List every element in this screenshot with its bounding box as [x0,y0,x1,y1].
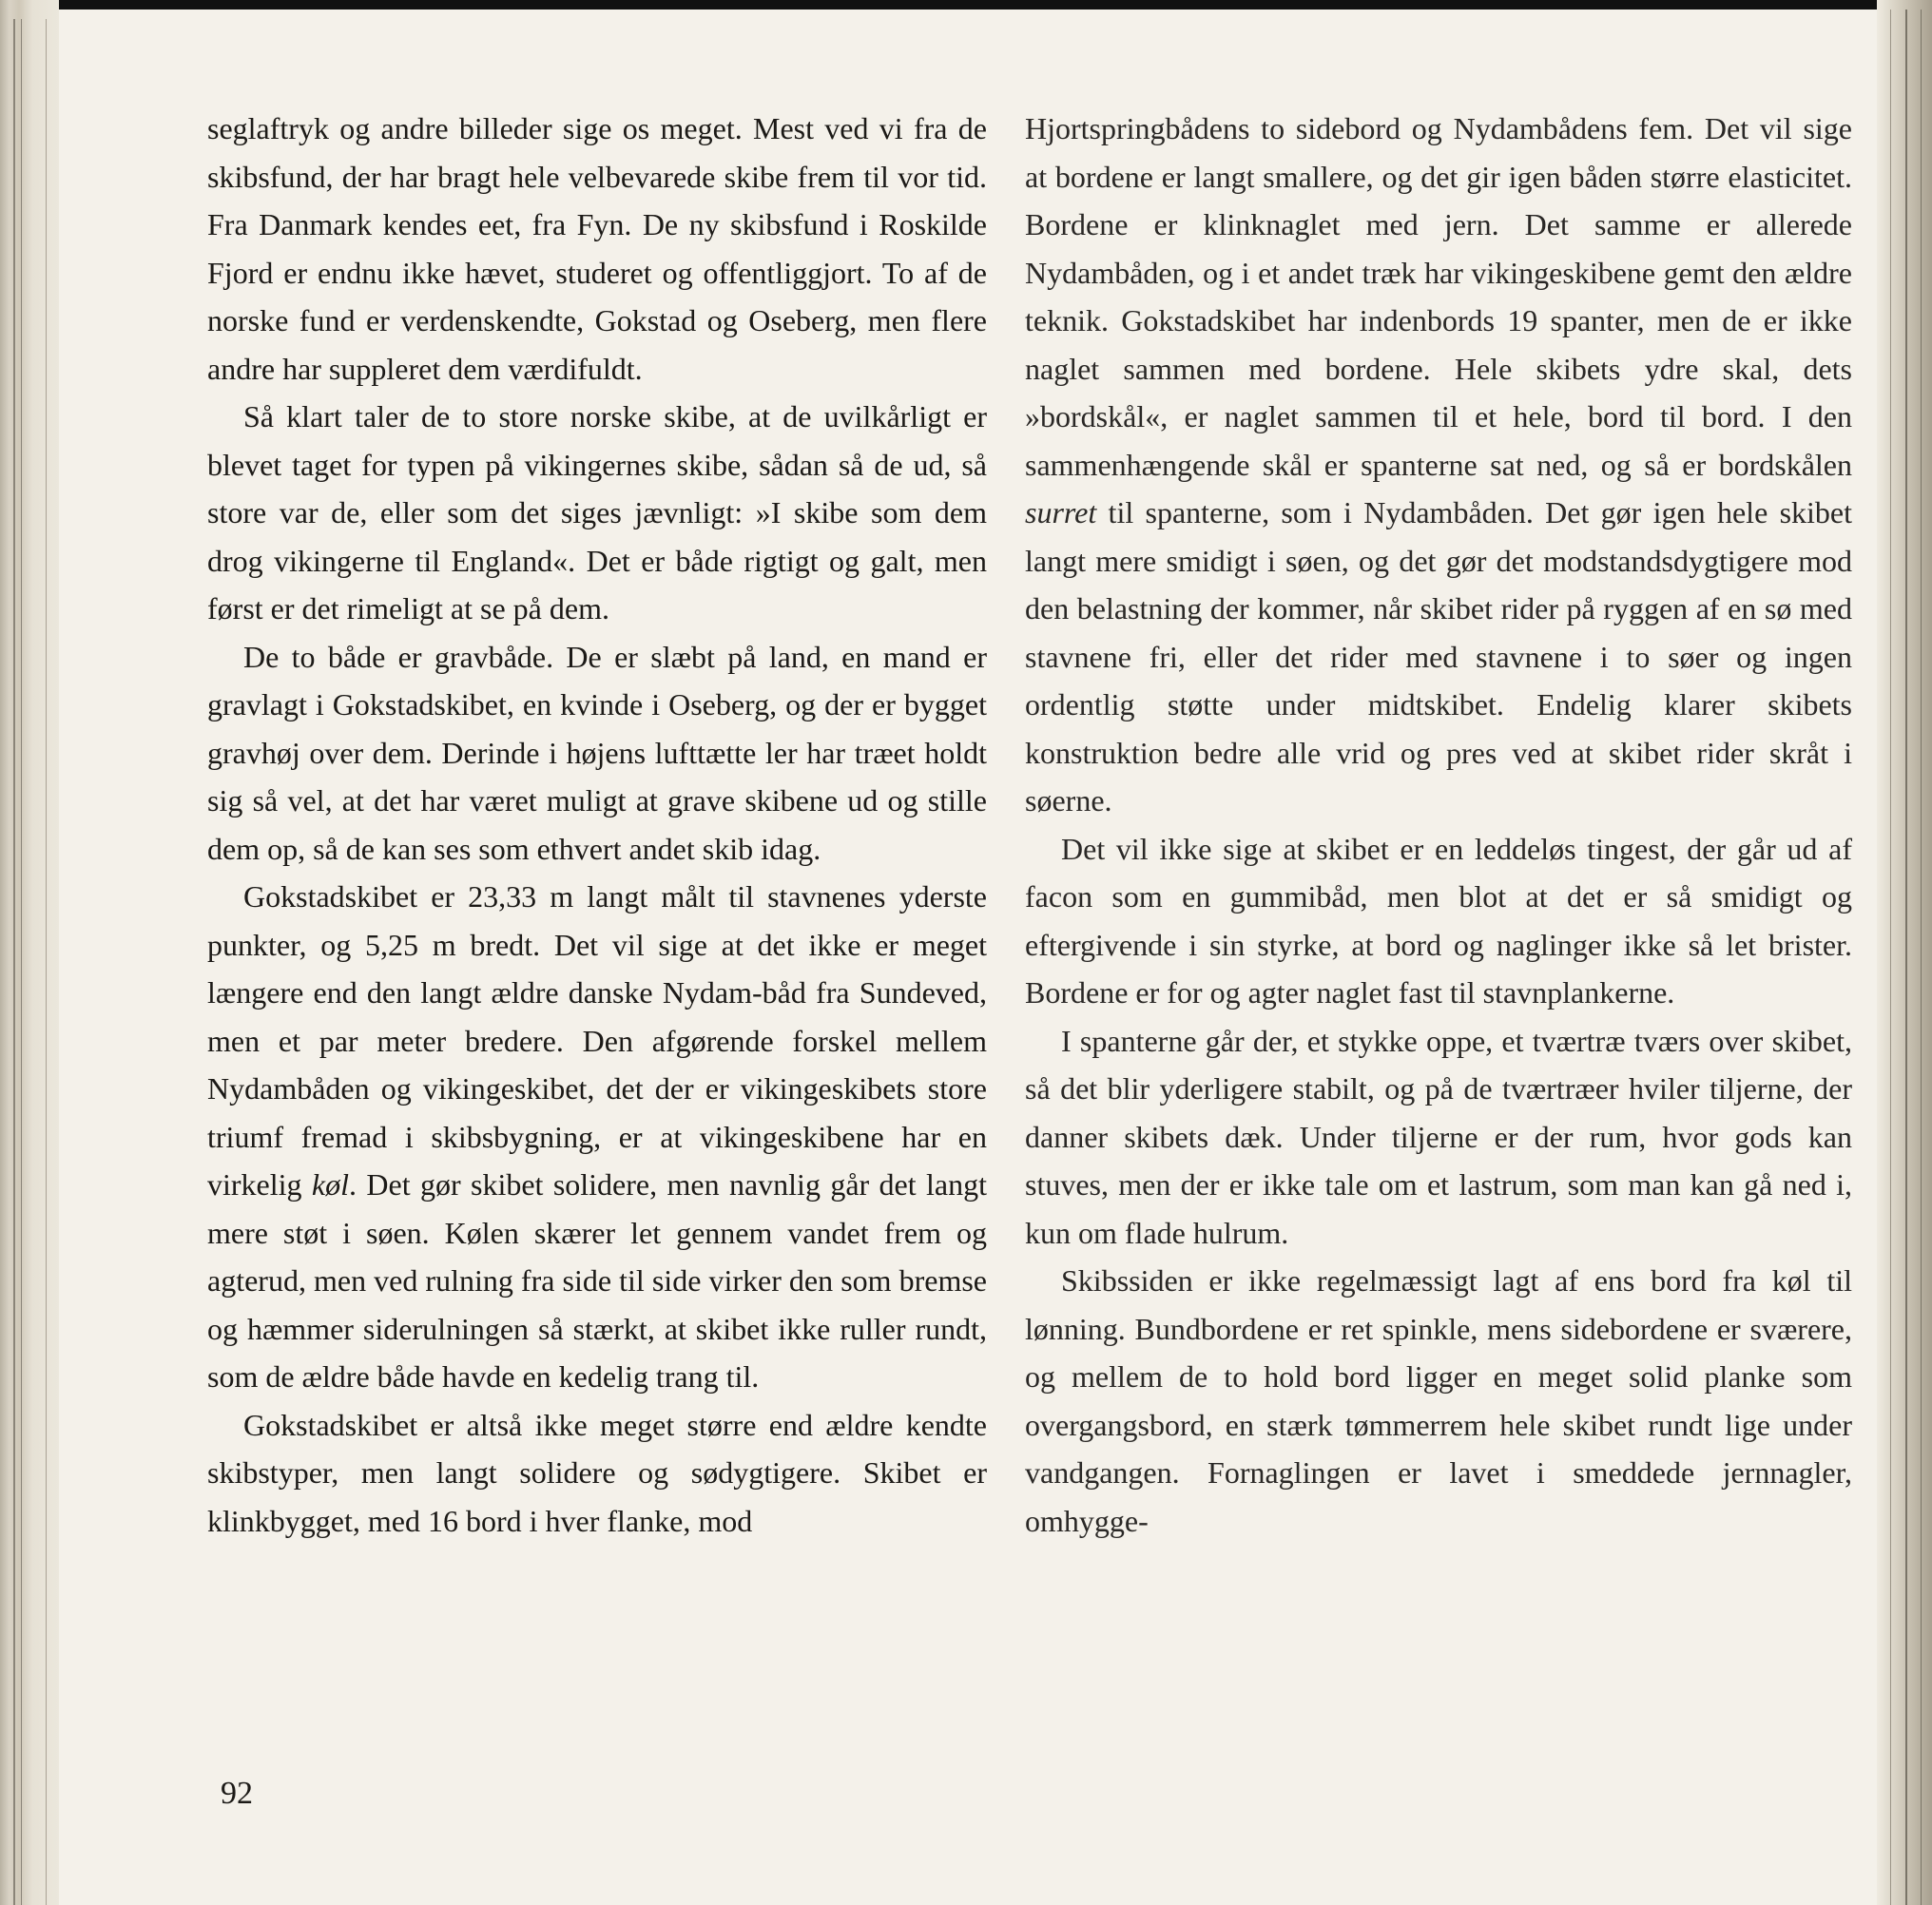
right-text-column [1025,105,1852,1545]
paragraph [207,873,987,1401]
page-edge-right [1877,0,1932,1905]
paragraph: Så klart taler de to store norske skibe, at de uvilkårligt er blevet taget for typen på vikingernes skibe, sådan så de ud, så store var de, eller som det siges jævnligt: »I skibe som dem drog vikingerne til England«. Det er både rigtigt og galt, men først er det rimeligt at se på dem. [207,399,987,625]
paragraph: De to både er gravbåde. De er slæbt på land, en mand er gravlagt i Gokstadskibet, en kvinde i Oseberg, og der er bygget gravhøj over dem. Derinde i højens lufttætte ler har træet holdt sig så vel, at det har været muligt at grave skibene ud og stille dem op, så de kan ses som ethvert andet skib idag. [207,639,987,866]
text-run: til spanterne, som i Nydambåden. Det gør igen hele skibet langt mere smidigt i søen, og det gør det modstandsdygtigere mod den belastning der kommer, når skibet rider på ryggen af en sø med stavnene fri, eller det rider med stavnene i to søer og ingen ordentlig støtte under midtskibet. Endelig klarer skibets konstruktion bedre alle vrid og pres ved at skibet rider skråt i søerne. [1025,495,1852,818]
paragraph: I spanterne går der, et stykke oppe, et tværtræ tværs over skibet, så det blir yderligere stabilt, og på de tværtræer hviler tiljerne, der danner skibets dæk. Under tiljerne er der rum, hvor gods kan stuves, men der er ikke tale om et lastrum, som man kan gå ned i, kun om flade hulrum. [1025,1023,1852,1250]
paragraph: Skibssiden er ikke regelmæssigt lagt af ens bord fra køl til lønning. Bundbordene er ret spinkle, mens sidebordene er sværere, og mellem de to hold bord ligger en meget solid planke som overgangsbord, en stærk tømmerrem hele skibet rundt lige under vandgangen. Fornaglingen er lavet i smeddede jernnagler, omhygge- [1025,1263,1852,1538]
page-number: 92 [221,1776,253,1811]
paragraph [1025,105,1852,825]
paragraph: Det vil ikke sige at skibet er en leddeløs tingest, der går ud af facon som en gummibåd, men blot at det er så smidigt og eftergivende i sin styrke, at bord og naglinger ikke så let brister. Bordene er for og agter naglet fast til stavnplankerne. [1025,831,1852,1010]
text-run: Gokstadskibet er 23,33 m langt målt til stavnenes yderste punkter, og 5,25 m bredt. Det vil sige at det ikke er meget længere end den langt ældre danske Nydam-båd fra Sundeved, men et par meter bredere. Den afgørende forskel mellem Nydambåden og vikingeskibet, det der er vikingeskibets store triumf fremad i skibsbygning, er at vikingeskibene har en virkelig [207,879,987,1202]
book-binding-left [0,0,59,1905]
text-run: Hjortspringbådens to sidebord og Nydambådens fem. Det vil sige at bordene er langt smallere, og det gir igen båden større elasticitet. Bordene er klinknaglet med jern. Det samme er allerede Nydambåden, og i et andet træk har vikingeskibene gemt den ældre teknik. Gokstadskibet har indenbords 19 spanter, men de er ikke naglet sammen med bordene. Hele skibets ydre skal, dets »bordskål«, er naglet sammen til et hele, bord til bord. I den sammenhængende skål er spanterne sat ned, og så er bordskålen [1025,111,1852,482]
emphasis: køl [311,1167,350,1202]
left-text-column [207,105,987,1545]
scan-top-edge [0,0,1932,10]
emphasis: surret [1025,495,1097,529]
paragraph: seglaftryk og andre billeder sige os meget. Mest ved vi fra de skibsfund, der har bragt hele velbevarede skibe frem til vor tid. Fra Danmark kendes eet, fra Fyn. De ny skibsfund i Roskilde Fjord er endnu ikke hævet, studeret og offentliggjort. To af de norske fund er verdenskendte, Gokstad og Oseberg, men flere andre har suppleret dem værdifuldt. [207,111,987,386]
paragraph: Gokstadskibet er altså ikke meget større end ældre kendte skibstyper, men langt solidere og sødygtigere. Skibet er klinkbygget, med 16 bord i hver flanke, mod [207,1407,987,1538]
text-run: . Det gør skibet solidere, men navnlig går det langt mere støt i søen. Kølen skærer let gennem vandet frem og agterud, men ved rulning fra side til side virker den som bremse og hæmmer siderulningen så stærkt, at skibet ikke ruller rundt, som de ældre både havde en kedelig trang til. [207,1167,988,1394]
